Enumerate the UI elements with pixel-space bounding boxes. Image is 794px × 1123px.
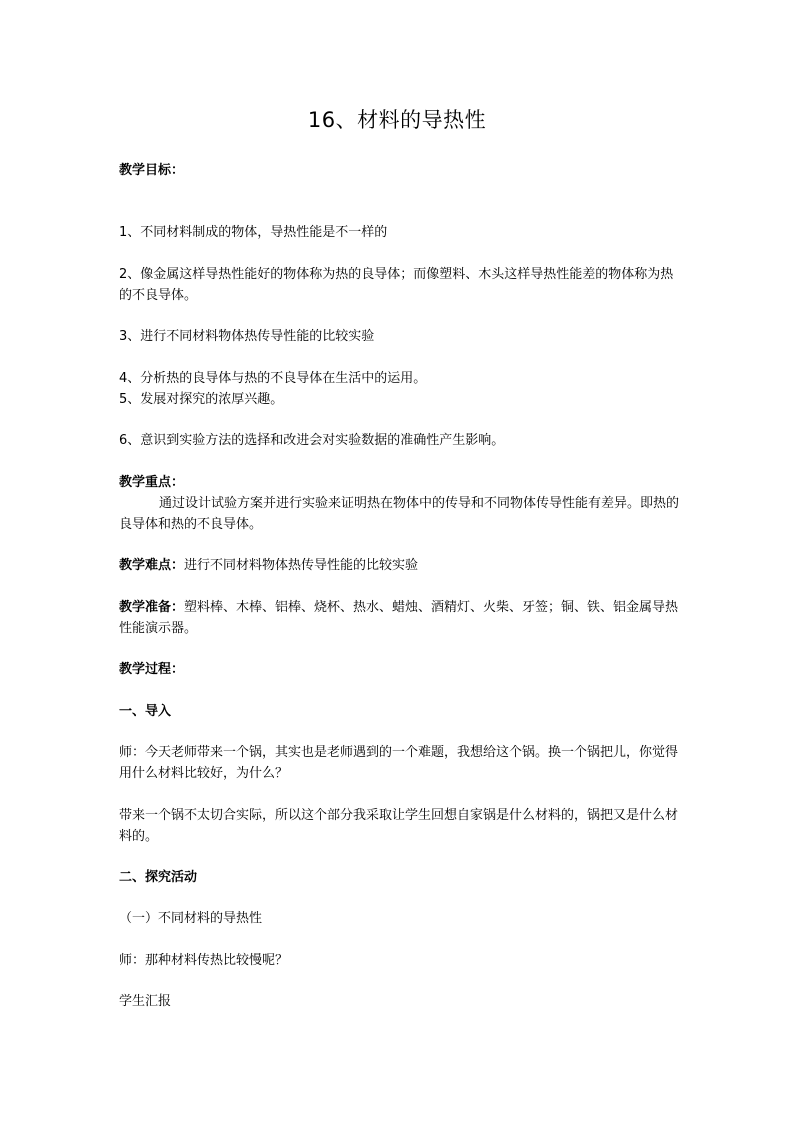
objective-item-6: 6、意识到实验方法的选择和改进会对实验数据的准确性产生影响。 bbox=[119, 433, 505, 448]
section2-sub1: （一）不同材料的导热性 bbox=[119, 911, 263, 926]
difficulty-text: 进行不同材料物体热传导性能的比较实验 bbox=[184, 558, 419, 573]
objective-item-3: 3、进行不同材料物体热传导性能的比较实验 bbox=[119, 329, 375, 344]
section2-question: 师：那种材料传热比较慢呢？ bbox=[119, 953, 289, 968]
section1-para2: 带来一个锅不太切合实际，所以这个部分我采取让学生回想自家锅是什么材料的，锅把又是什么材料的。 bbox=[119, 808, 679, 844]
objective-item-1: 1、不同材料制成的物体，导热性能是不一样的 bbox=[119, 225, 388, 240]
difficulty-line bbox=[119, 555, 679, 576]
page-title: 16、材料的导热性 bbox=[307, 108, 487, 132]
process-heading: 教学过程： bbox=[119, 662, 185, 677]
key-points-heading: 教学重点： bbox=[119, 475, 185, 490]
objective-item-2: 2、像金属这样导热性能好的物体称为热的良导体；而像塑料、木头这样导热性能差的物体称为热的不良导体。 bbox=[119, 267, 674, 303]
objective-item-5: 5、发展对探究的浓厚兴趣。 bbox=[119, 392, 284, 407]
preparation-heading: 教学准备： bbox=[119, 600, 185, 615]
preparation-text: 塑料棒、木棒、铝棒、烧杯、热水、蜡烛、酒精灯、火柴、牙签；铜、铁、铝金属导热性能演示器。 bbox=[119, 600, 679, 636]
section2-report: 学生汇报 bbox=[119, 994, 172, 1009]
key-points-text: 通过设计试验方案并进行实验来证明热在物体中的传导和不同物体传导性能有差异。即热的良导体和热的不良导体。 bbox=[119, 496, 680, 532]
section2-heading: 二、探究活动 bbox=[119, 870, 198, 885]
section1-para1: 师：今天老师带来一个锅，其实也是老师遇到的一个难题，我想给这个锅。换一个锅把儿，你觉得用什么材料比较好，为什么？ bbox=[119, 745, 679, 781]
objectives-heading: 教学目标： bbox=[119, 163, 185, 178]
difficulty-heading: 教学难点： bbox=[119, 558, 185, 573]
objective-item-4: 4、分析热的良导体与热的不良导体在生活中的运用。 bbox=[119, 371, 427, 386]
section1-heading: 一、导入 bbox=[119, 704, 172, 719]
preparation-line bbox=[119, 597, 679, 639]
